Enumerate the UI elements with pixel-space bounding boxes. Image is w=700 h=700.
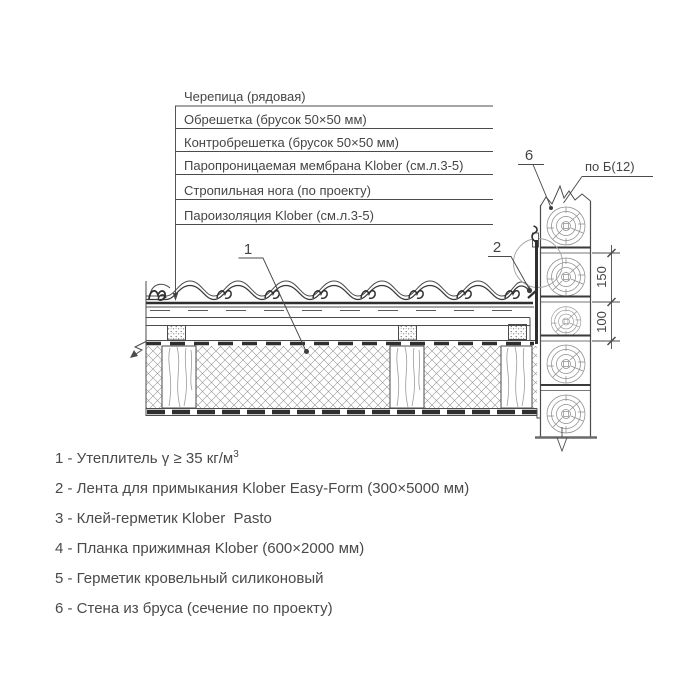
counter-batten-blocks: [168, 325, 527, 341]
legend-item-1: [55, 445, 239, 468]
legend-text: 2 - Лента для примыкания Klober Easy-Form (300×5000 мм): [55, 480, 470, 497]
layer-label-battens: Обрешетка (брусок 50×50 мм): [184, 112, 367, 127]
legend-superscript: 3: [233, 449, 239, 460]
dimension-150: 150: [594, 266, 609, 288]
legend-text: 1 - Утеплитель γ ≥ 35 кг/м: [55, 450, 234, 467]
layer-label-rafter: Стропильная нога (по проекту): [184, 183, 371, 198]
legend-text: 6 - Стена из бруса (сечение по проекту): [55, 600, 333, 617]
section-reference: по Б(12): [585, 159, 635, 174]
legend-item-6: [55, 595, 333, 618]
legend-item-2: [55, 475, 469, 498]
left-break-edge: [130, 281, 146, 416]
legend-item-3: [55, 505, 272, 528]
legend-item-4: [55, 535, 364, 558]
callout-2: 2: [492, 239, 502, 256]
dimension-100: 100: [594, 311, 609, 333]
layer-label-counter-battens: Контробрешетка (брусок 50×50 мм): [184, 135, 400, 150]
tile-layer: [146, 281, 531, 300]
legend-text: 3 - Клей-герметик Klober Pasto: [55, 510, 272, 527]
layer-label-vapour-barrier: Пароизоляция Klober (см.л.3-5): [184, 208, 374, 223]
callout-1: 1: [243, 241, 253, 258]
roof-bands: [146, 303, 537, 344]
timber-wall: [535, 186, 597, 451]
legend-item-5: [55, 565, 324, 588]
log-growth-rings: [547, 207, 585, 433]
insulation-layer: [146, 346, 537, 408]
legend-text: 5 - Герметик кровельный силиконовый: [55, 570, 324, 587]
callout-6: 6: [524, 147, 534, 164]
wall-top-break: [541, 186, 591, 206]
legend-text: 4 - Планка прижимная Klober (600×2000 мм): [55, 540, 365, 557]
vapour-barrier-band: [146, 409, 541, 419]
cut-tile-edge: [149, 284, 170, 300]
layer-label-membrane: Паропроницаемая мембрана Klober (см.л.3-5): [184, 158, 464, 173]
layer-label-tiles: Черепица (рядовая): [184, 89, 306, 104]
wall-bottom-break-arrow: [557, 427, 567, 451]
